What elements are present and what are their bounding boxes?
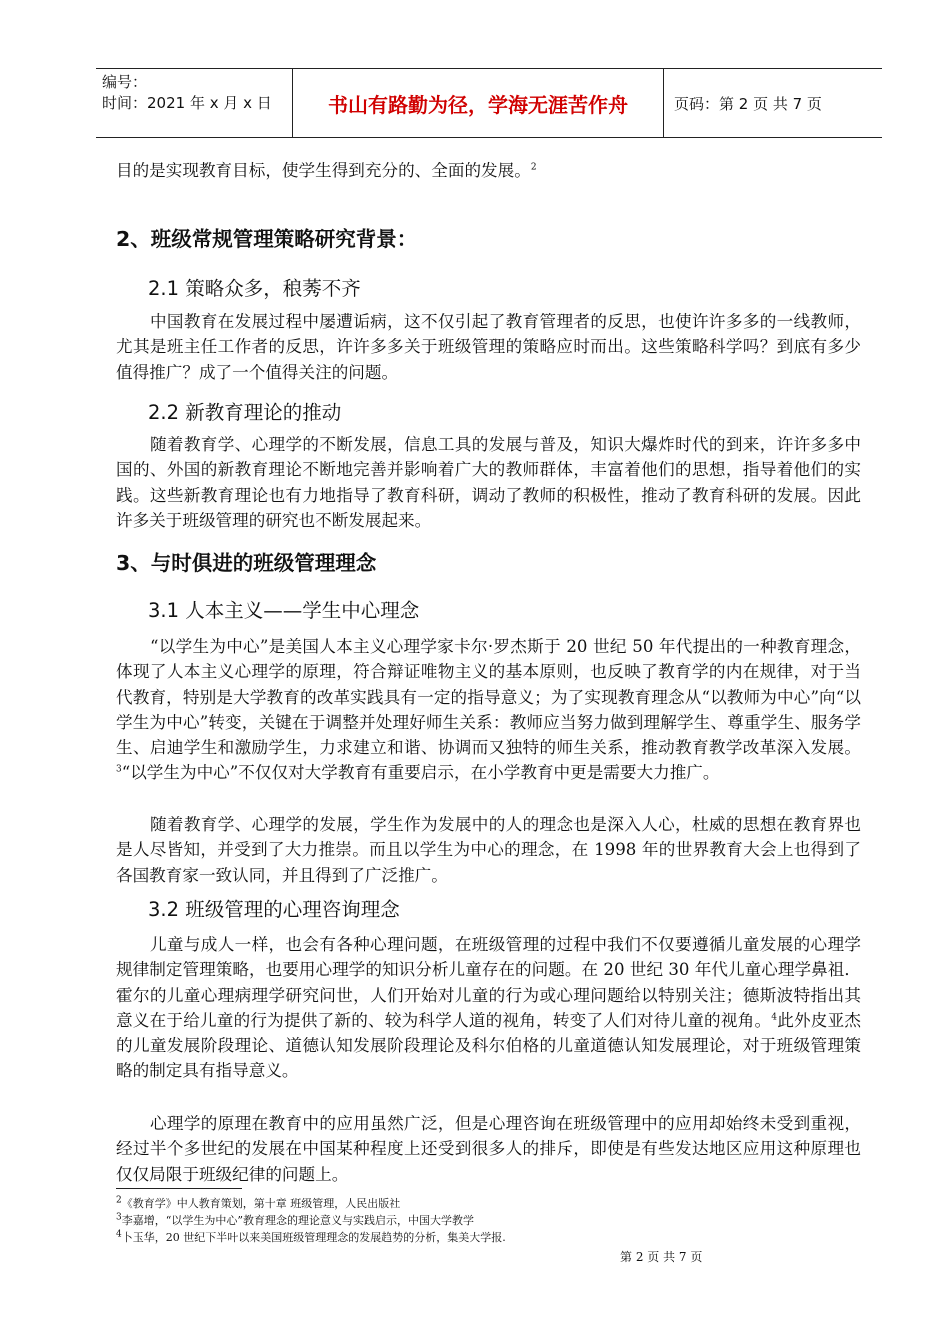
header-page-info: 页码：第 2 页 共 7 页 xyxy=(674,94,822,113)
page-number: 第 2 页 共 7 页 xyxy=(620,1250,703,1264)
section-3-heading: 3、与时俱进的班级管理理念 xyxy=(116,551,377,575)
section-2-2-paragraph: 随着教育学、心理学的不断发展，信息工具的发展与普及，知识大爆炸时代的到来，许许多多中国的、外国的新教育理论不断地完善并影响着广大的教师群体，丰富着他们的思想，指导着他们的实践。这些新教育理论也有力地指导了教育科研，调动了教师的积极性，推动了教育科研的发展。因此许多关于班级管理的研究也不断发展起来。 xyxy=(116,435,861,530)
intro-text: 目的是实现教育目标，使学生得到充分的、全面的发展。 xyxy=(116,161,531,180)
section-3-2-text-b: 此外皮亚杰的儿童发展阶段理论、道德认知发展阶段理论及科尔伯格的儿童道德认知发展理论，对于班级管理策略的制定具有指导意义。 xyxy=(116,1010,862,1081)
header-left-cell xyxy=(96,69,292,137)
section-3-2-paragraph-1 xyxy=(116,932,861,1084)
footnote-ref: 4 xyxy=(771,1012,777,1023)
footnote-text: 卜玉华，20 世纪下半叶以来美国班级管理理念的发展趋势的分析，集美大学报. xyxy=(121,1231,506,1244)
section-3-2-paragraph-2: 心理学的原理在教育中的应用虽然广泛，但是心理咨询在班级管理中的应用却始终未受到重视，经过半个多世纪的发展在中国某种程度上还受到很多人的排斥，即使是有些发达地区应用这种原理也仅仅局限于班级纪律的问题上。 xyxy=(116,1114,861,1184)
footnote-number: 4 xyxy=(116,1229,122,1240)
footnote-text: 李嘉增，“以学生为中心”教育理念的理论意义与实践启示，中国大学教学 xyxy=(121,1214,474,1227)
section-2-2-heading: 2.2 新教育理论的推动 xyxy=(148,401,342,424)
footnote-item xyxy=(116,1229,506,1246)
footnote-ref: 3 xyxy=(116,764,122,775)
footnote-ref: 2 xyxy=(530,162,537,173)
section-2-1-heading: 2.1 策略众多，稂莠不齐 xyxy=(148,277,361,300)
footnote-number: 2 xyxy=(116,1195,122,1206)
footnote-item xyxy=(116,1195,506,1212)
footnote-item xyxy=(116,1212,506,1229)
footnote-separator xyxy=(116,1188,242,1189)
header-motto: 书山有路勤为径，学海无涯苦作舟 xyxy=(292,69,664,137)
section-3-2-heading: 3.2 班级管理的心理咨询理念 xyxy=(148,898,400,921)
footnote-text: 《教育学》中人教育策划，第十章 班级管理，人民出版社 xyxy=(121,1197,401,1210)
document-code-label: 编号： xyxy=(102,73,148,91)
intro-paragraph xyxy=(116,158,861,183)
section-3-1-heading: 3.1 人本主义——学生中心理念 xyxy=(148,599,420,622)
page-header xyxy=(96,68,882,138)
footnotes xyxy=(116,1195,506,1246)
section-2-heading: 2、班级常规管理策略研究背景： xyxy=(116,227,418,251)
section-3-1-text-b: “以学生为中心”不仅仅对大学教育有重要启示，在小学教育中更是需要大力推广。 xyxy=(121,763,720,783)
section-3-1-paragraph-1 xyxy=(116,634,861,786)
section-3-2-text-a: 儿童与成人一样，也会有各种心理问题，在班级管理的过程中我们不仅要遵循儿童发展的心理学规律制定管理策略，也要用心理学的知识分析儿童存在的问题。在 20 世纪 30 年代儿童心理学鼻祖．霍尔的儿童心理病理学研究问世，人们开始对儿童的行为或心理问题给以特别关注；德斯波特指出其意义在于给儿童的行为提供了新的、较为科学人道的视角，转变了人们对待儿童的视角。 xyxy=(116,935,861,1030)
section-2-1-paragraph: 中国教育在发展过程中屡遭诟病，这不仅引起了教育管理者的反思，也使许许多多的一线教师，尤其是班主任工作者的反思，许许多多关于班级管理的策略应时而出。这些策略科学吗？到底有多少值得推广？成了一个值得关注的问题。 xyxy=(116,312,861,382)
section-3-1-paragraph-2: 随着教育学、心理学的发展，学生作为发展中的人的理念也是深入人心，杜威的思想在教育界也是人尽皆知，并受到了大力推崇。而且以学生为中心的理念，在 1998 年的世界教育大会上也得到了各国教育家一致认同，并且得到了广泛推广。 xyxy=(116,815,861,885)
document-date: 时间：2021 年 x 月 x 日 xyxy=(102,94,272,112)
footnote-number: 3 xyxy=(116,1212,122,1223)
section-3-1-text-a: “以学生为中心”是美国人本主义心理学家卡尔·罗杰斯于 20 世纪 50 年代提出的一种教育理念，体现了人本主义心理学的原理，符合辩证唯物主义的基本原则，也反映了教育学的内在规律，对于当代教育，特别是大学教育的改革实践具有一定的指导意义；为了实现教育理念从“以教师为中心”向“以学生为中心”转变，关键在于调整并处理好师生关系：教师应当努力做到理解学生、尊重学生、服务学生、启迪学生和激励学生，力求建立和谐、协调而又独特的师生关系，推动教育教学改革深入发展。 xyxy=(116,637,861,758)
